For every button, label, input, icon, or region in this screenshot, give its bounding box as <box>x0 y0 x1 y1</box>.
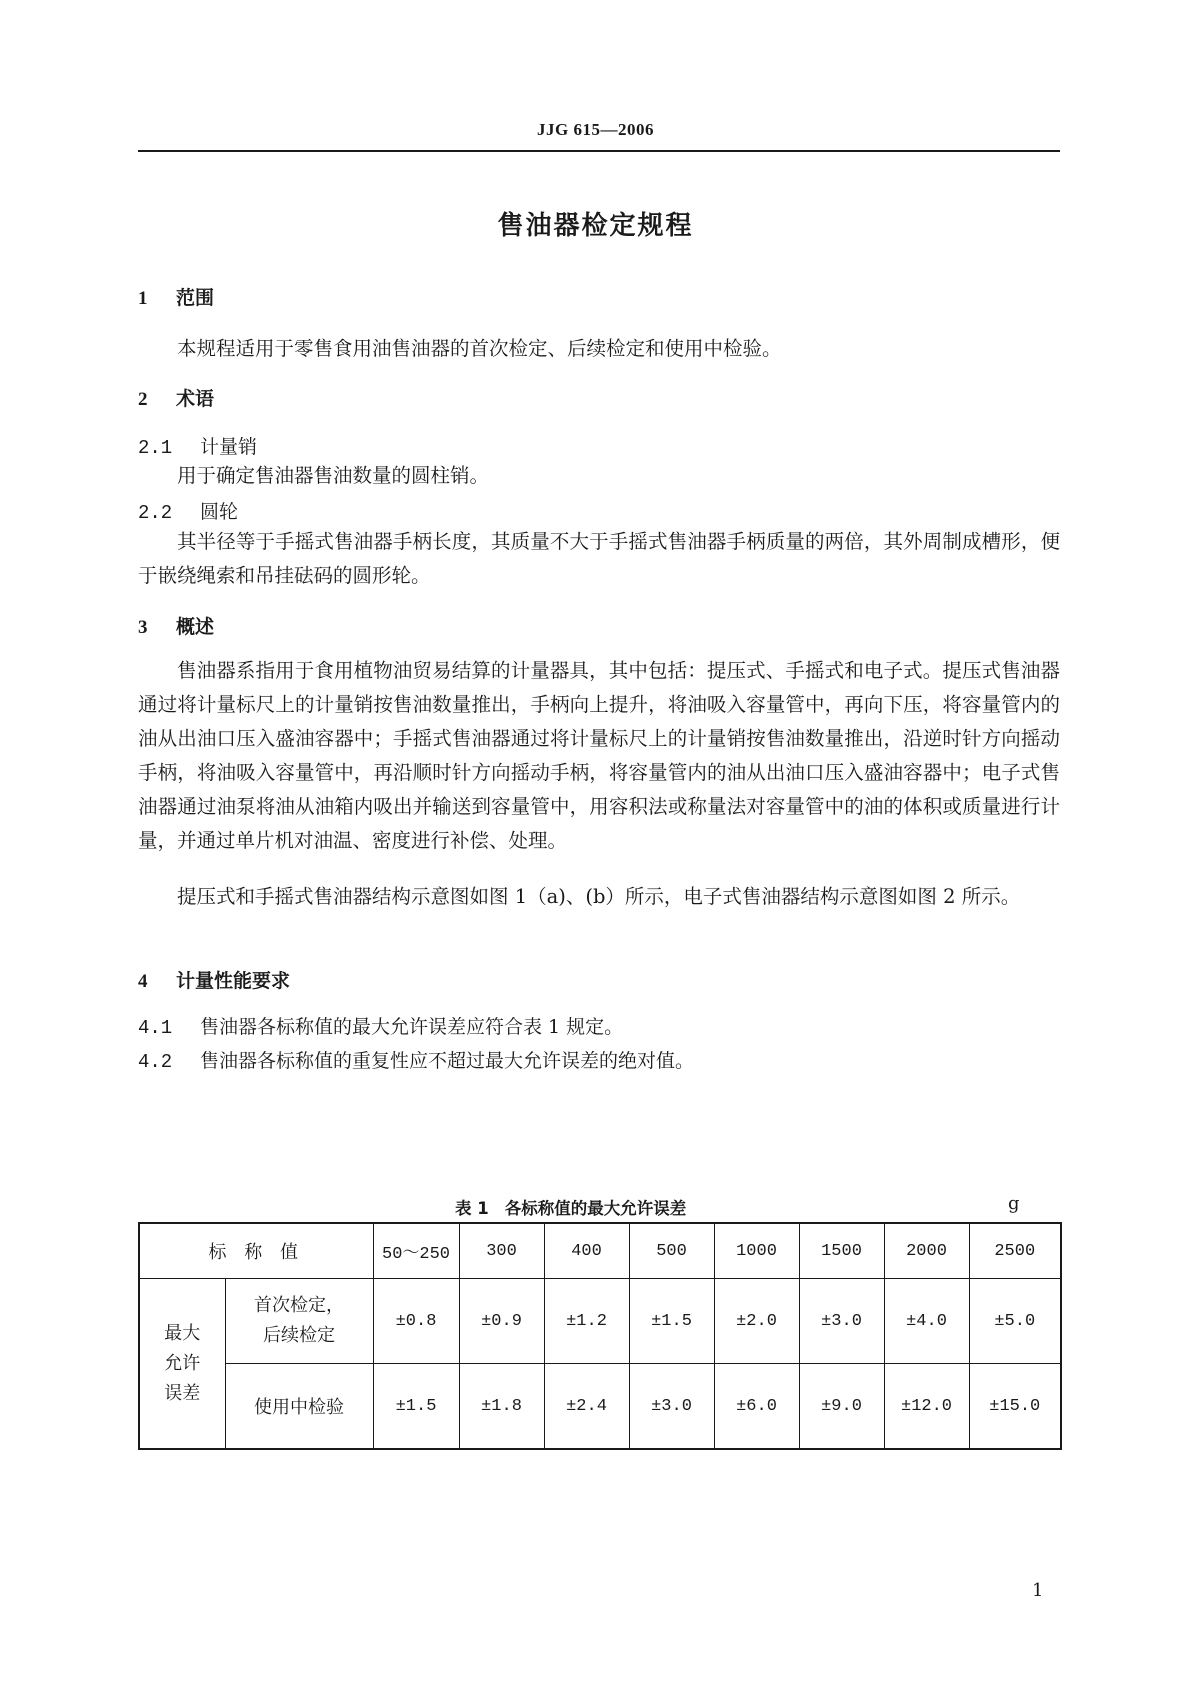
table-cell: ±0.8 <box>373 1279 459 1364</box>
page-title: 售油器检定规程 <box>497 211 694 241</box>
table-cell: ±4.0 <box>884 1279 969 1364</box>
section-1-heading <box>138 283 214 310</box>
table-cell: ±12.0 <box>884 1364 969 1450</box>
standard-code: JJG 615—2006 <box>537 120 654 139</box>
nominal-value-header: 标 称 值 <box>139 1223 373 1279</box>
column-header: 1000 <box>714 1223 799 1279</box>
subsection-title: 计量销 <box>200 436 258 458</box>
mpe-table <box>138 1222 1062 1450</box>
table-cell: ±3.0 <box>629 1364 714 1450</box>
table-cell: ±2.4 <box>544 1364 629 1450</box>
header-rule <box>138 150 1060 152</box>
section-2-heading <box>138 384 214 411</box>
section-3-paragraph-1: 售油器系指用于食用植物油贸易结算的计量器具，其中包括：提压式、手摇式和电子式。提压式售油器通过将计量标尺上的计量销按售油数量推出，手柄向上提升，将油吸入容量管中，再向下压，将容量管内的油从出油口压入盛油容器中；手摇式售油器通过将计量标尺上的计量销按售油数量推出，沿逆时针方向摇动手柄，将油吸入容量管中，再沿顺时针方向摇动手柄，将容量管内的油从出油口压入盛油容器中；电子式售油器通过油泵将油从油箱内吸出并输送到容量管中，用容积法或称量法对容量管中的油的体积或质量进行计量，并通过单片机对油温、密度进行补偿、处理。 <box>138 659 1060 852</box>
group-label-line: 最大 <box>164 1322 201 1344</box>
row-label-in-use: 使用中检验 <box>225 1364 373 1450</box>
table-unit: g <box>1008 1193 1020 1214</box>
page-number: 1 <box>1032 1580 1044 1601</box>
subsection-body: 售油器各标称值的最大允许误差应符合表 1 规定。 <box>200 1016 624 1038</box>
subsection-4-2 <box>138 1046 694 1073</box>
section-number: 4 <box>138 971 148 992</box>
section-title: 术语 <box>176 388 215 410</box>
table-header-row <box>139 1223 1061 1279</box>
column-header: 400 <box>544 1223 629 1279</box>
section-title: 概述 <box>176 616 215 638</box>
subsection-2-1-heading <box>138 432 257 459</box>
subsection-number: 4.2 <box>138 1051 173 1073</box>
section-title: 计量性能要求 <box>176 970 291 992</box>
subsection-2-2-heading <box>138 497 238 524</box>
table-cell: ±0.9 <box>459 1279 544 1364</box>
table-cell: ±9.0 <box>799 1364 884 1450</box>
column-header: 1500 <box>799 1223 884 1279</box>
table-row <box>139 1279 1061 1364</box>
table-cell: ±3.0 <box>799 1279 884 1364</box>
row-label-line: 后续检定 <box>263 1325 335 1346</box>
subsection-body: 售油器各标称值的重复性应不超过最大允许误差的绝对值。 <box>200 1050 695 1072</box>
section-title: 范围 <box>176 287 215 309</box>
section-4-heading <box>138 966 290 993</box>
section-3-paragraph-2: 提压式和手摇式售油器结构示意图如图 1（a)、(b）所示，电子式售油器结构示意图如图 2 所示。 <box>177 885 1021 908</box>
table-cell: ±1.5 <box>373 1364 459 1450</box>
subsection-number: 2.2 <box>138 502 173 524</box>
table-cell: ±1.8 <box>459 1364 544 1450</box>
table-cell: ±1.2 <box>544 1279 629 1364</box>
subsection-2-2-body: 其半径等于手摇式售油器手柄长度，其质量不大于手摇式售油器手柄质量的两倍，其外周制成槽形，便于嵌绕绳索和吊挂砝码的圆形轮。 <box>138 530 1060 587</box>
table-cell: ±6.0 <box>714 1364 799 1450</box>
section-number: 2 <box>138 389 148 410</box>
table-cell: ±2.0 <box>714 1279 799 1364</box>
mpe-group-label <box>139 1279 225 1450</box>
group-label-line: 允许 <box>164 1352 201 1374</box>
subsection-number: 4.1 <box>138 1017 173 1039</box>
table-cell: ±15.0 <box>969 1364 1061 1450</box>
group-label-line: 误差 <box>164 1382 201 1404</box>
column-header: 500 <box>629 1223 714 1279</box>
table-number: 表 1 <box>455 1199 489 1218</box>
row-label-line: 首次检定， <box>254 1295 344 1316</box>
subsection-title: 圆轮 <box>200 501 239 523</box>
subsection-number: 2.1 <box>138 437 173 459</box>
table-row <box>139 1364 1061 1450</box>
table-cell: ±1.5 <box>629 1279 714 1364</box>
section-number: 1 <box>138 288 148 309</box>
section-3-heading <box>138 612 214 639</box>
column-header: 300 <box>459 1223 544 1279</box>
column-header: 2500 <box>969 1223 1061 1279</box>
table-cell: ±5.0 <box>969 1279 1061 1364</box>
subsection-2-1-body: 用于确定售油器售油数量的圆柱销。 <box>177 464 490 487</box>
table-title: 各标称值的最大允许误差 <box>504 1199 687 1218</box>
section-1-body: 本规程适用于零售食用油售油器的首次检定、后续检定和使用中检验。 <box>177 337 782 360</box>
section-number: 3 <box>138 617 148 638</box>
table-caption <box>455 1195 686 1219</box>
column-header: 50～250 <box>373 1223 459 1279</box>
subsection-4-1 <box>138 1012 623 1039</box>
row-label-initial-subsequent <box>225 1279 373 1364</box>
column-header: 2000 <box>884 1223 969 1279</box>
